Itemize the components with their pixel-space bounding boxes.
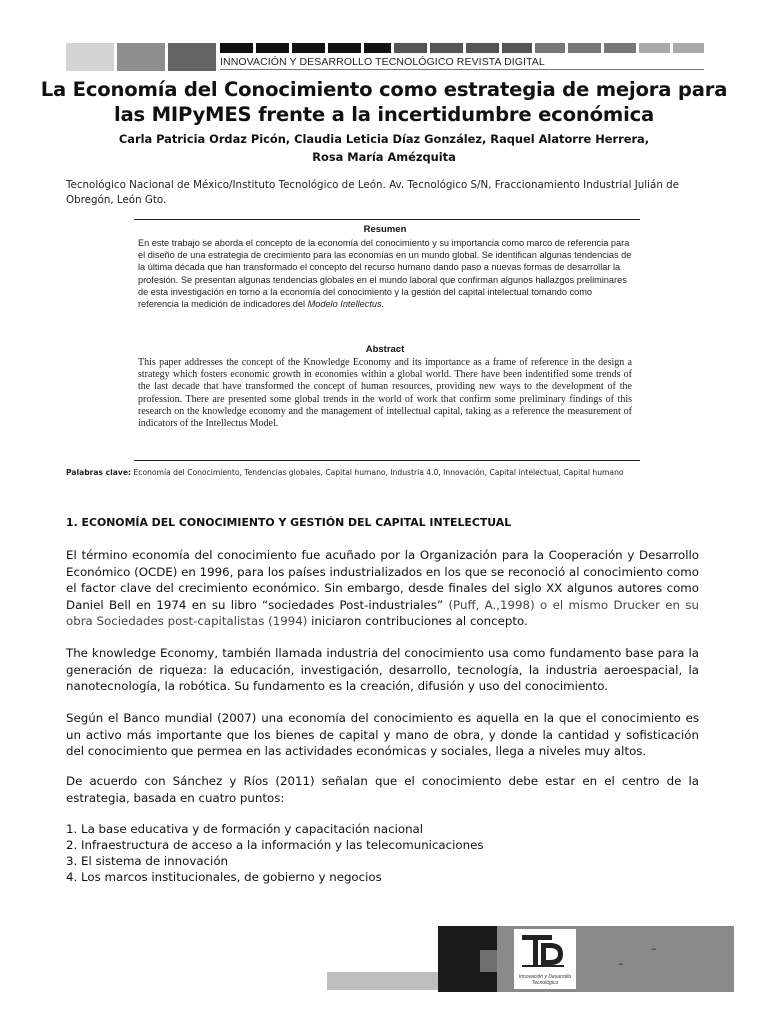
keywords-text: Economía del Conocimiento, Tendencias globales, Capital humano, Industria 4.0, Innovación, Capital intelectual, Capital humano	[133, 468, 624, 477]
abstract-heading: Abstract	[365, 344, 405, 355]
journal-name: INNOVACIÓN Y DESARROLLO TECNOLÓGICO REVISTA DIGITAL	[220, 55, 704, 70]
list-item: 3. El sistema de innovación	[66, 854, 229, 868]
keywords	[66, 467, 746, 478]
header-strip	[535, 43, 565, 53]
section-title: 1. ECONOMÍA DEL CONOCIMIENTO Y GESTIÓN DEL CAPITAL INTELECTUAL	[66, 516, 512, 529]
footer-dash: –	[618, 957, 624, 970]
author-list	[60, 130, 708, 166]
header-strip	[466, 43, 499, 53]
list-item: 2. Infraestructura de acceso a la información y las telecomunicaciones	[66, 838, 484, 852]
header-strip	[328, 43, 361, 53]
header-block-dark	[168, 43, 216, 71]
strategy-points-list	[66, 821, 699, 885]
resumen-model: Modelo Intellectus.	[307, 299, 385, 310]
header-strip	[220, 43, 253, 53]
divider-bottom	[134, 460, 640, 461]
header-strip	[568, 43, 601, 53]
paragraph-3: Según el Banco mundial (2007) una economía del conocimiento es aquella en la que el conocimiento es un activo más importante que los bienes de capital y mano de obra, y donde la cantidad y sofisticación del conocimiento que permea en las actividades económicas y sociales, llega a niveles muy altos.	[66, 711, 699, 759]
divider-top	[134, 219, 640, 220]
list-item: 4. Los marcos institucionales, de gobierno y negocios	[66, 870, 382, 884]
header-strip	[292, 43, 325, 53]
footer-strip-light	[327, 972, 439, 990]
keywords-label: Palabras clave:	[66, 468, 132, 477]
header-strip	[394, 43, 427, 53]
journal-logo	[514, 929, 576, 989]
header-strip	[502, 43, 532, 53]
logo-caption: Innovación y Desarrollo Tecnológico	[518, 974, 572, 986]
paragraph-1	[66, 547, 699, 630]
header-strip	[430, 43, 463, 53]
list-item: 1. La base educativa y de formación y capacitación nacional	[66, 822, 424, 836]
resumen-text	[138, 237, 632, 310]
header-strip	[256, 43, 289, 53]
footer-dash: –	[651, 942, 657, 955]
header-block-light	[66, 43, 114, 71]
paragraph-1-citation: (Puff, A.,1998) o el mismo Drucker en su obra Sociedades post-capitalistas (1994)	[66, 597, 700, 629]
authors-line: Carla Patricia Ordaz Picón, Claudia Leticia Díaz González, Raquel Alatorre Herrera,	[118, 132, 650, 146]
header-strip	[639, 43, 670, 53]
header-block-mid	[117, 43, 165, 71]
paragraph-1-main: El término economía del conocimiento fue acuñado por la Organización para la Cooperación y Desarrollo Económico (OCDE) en 1996, para los países industrializados en los que se reconoció al conocimiento como el factor clave del crecimiento económico. Sin embargo, desde finales del siglo XX algunos autores como Daniel Bell en 1974 en su libro “sociedades Post-industriales”	[66, 548, 699, 612]
header-strip	[604, 43, 636, 53]
abstract-text: This paper addresses the concept of the Knowledge Economy and its importance as a frame of reference in the design a strategy which fosters economic growth in economies within a global world. There have been indentified some trends of the last decade that have transformed the concept of human resources, providing new ways to the development of the profession. There are presented some global trends in the world of work that confirm some preliminary findings of this research on the knowledge economy and the management of intellectual capital, taking as a reference the measurement of indicators of the Intellectus Model.	[138, 357, 632, 430]
paragraph-1-end: iniciaron contribuciones al concepto.	[311, 614, 528, 629]
affiliation: Tecnológico Nacional de México/Instituto Tecnológico de León. Av. Tecnológico S/N, Fraccionamiento Industrial Julián de Obregón, León Gto.	[66, 179, 679, 206]
header-strip	[364, 43, 391, 53]
paragraph-4: De acuerdo con Sánchez y Ríos (2011) señalan que el conocimiento debe estar en el centro de la estrategia, basada en cuatro puntos:	[66, 774, 699, 805]
paper-title: La Economía del Conocimiento como estrategia de mejora para las MIPyMES frente a la incertidumbre económica	[40, 78, 728, 126]
authors-line: Rosa María Amézquita	[312, 150, 456, 164]
header-strip	[673, 43, 704, 53]
td-logo-icon	[514, 929, 576, 974]
resumen-heading: Resumen	[363, 224, 407, 235]
paragraph-2: The knowledge Economy, también llamada industria del conocimiento usa como fundamento base para la generación de riqueza: la educación, investigación, desarrollo, tecnología, la industria aeroespacial, la nanotecnología, la robótica. Su fundamento es la creación, difusión y uso del conocimiento.	[66, 646, 699, 694]
resumen-body: En este trabajo se aborda el concepto de la economía del conocimiento y su importancia como marco de referencia para el diseño de una estrategia de crecimiento para las economías en un mundo global. Se identifican algunas tendencias de la última década que han transformado el concepto del recurso humano dando paso a nuevas formas de desarrollar la profesión. Se presentan algunas tendencias globales en el mundo laboral que confirman algunos hallazgos preliminares de esta investigación en torno a la economía del conocimiento y la gestión del capital intelectual tomando como referencia la medición de indicadores del	[138, 238, 632, 310]
